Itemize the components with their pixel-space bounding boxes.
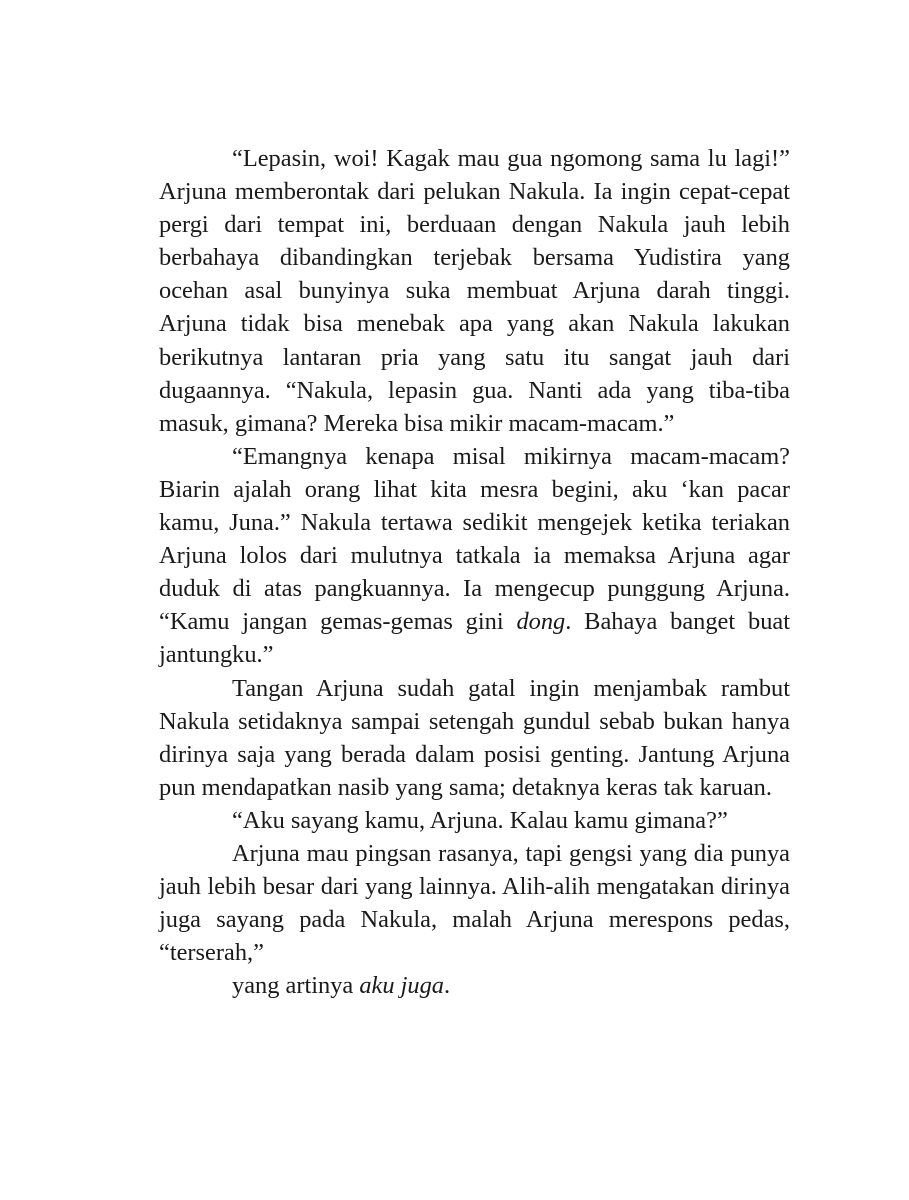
paragraph-6 [159,969,790,1002]
paragraph-4 [159,804,790,837]
paragraph-text: “Lepasin, woi! Kagak mau gua ngomong sama lu lagi!” Arjuna memberontak dari pelukan Nakula. Ia ingin cepat-cepat pergi dari tempat ini, berduaan dengan Nakula jauh lebih berbahaya dibandingkan terjebak bersama Yudistira yang ocehan asal bunyinya suka membuat Arjuna darah tinggi. Arjuna tidak bisa menebak apa yang akan Nakula lakukan berikutnya lantaran pria yang satu itu sangat jauh dari dugaannya. “Nakula, lepasin gua. Nanti ada yang tiba-tiba masuk, gimana? Mereka bisa mikir macam-macam.” [159,145,790,437]
paragraph-text: yang artinya [232,972,360,1000]
paragraph-text: “Aku sayang kamu, Arjuna. Kalau kamu gimana?” [232,806,728,834]
paragraph-1 [159,142,790,440]
paragraph-3 [159,672,790,804]
italic-text: dong [516,608,566,636]
paragraph-text: Arjuna mau pingsan rasanya, tapi gengsi yang dia punya jauh lebih besar dari yang lainnya. Alih-alih mengatakan dirinya juga sayang pada Nakula, malah Arjuna merespons pedas, “terserah,” [159,839,790,967]
paragraph-text: Tangan Arjuna sudah gatal ingin menjambak rambut Nakula setidaknya sampai setengah gundul sebab bukan hanya dirinya saja yang berada dalam posisi genting. Jantung Arjuna pun mendapatkan nasib yang sama; detaknya keras tak karuan. [159,674,790,801]
paragraph-text: “Emangnya kenapa misal mikirnya macam-macam? Biarin ajalah orang lihat kita mesra begini, aku ‘kan pacar kamu, Juna.” Nakula tertawa sedikit mengejek ketika teriakan Arjuna lolos dari mulutnya tatkala ia memaksa Arjuna agar duduk di atas pangkuannya. Ia mengecup punggung Arjuna. “Kamu jangan gemas-gemas gini [159,442,790,636]
italic-text: aku juga [359,972,445,1000]
paragraph-text: . Bahaya banget buat jantungku.” [159,608,790,669]
document-page [159,142,790,1002]
paragraph-text: . [444,972,451,1000]
paragraph-2 [159,440,790,672]
paragraph-5 [159,837,790,969]
